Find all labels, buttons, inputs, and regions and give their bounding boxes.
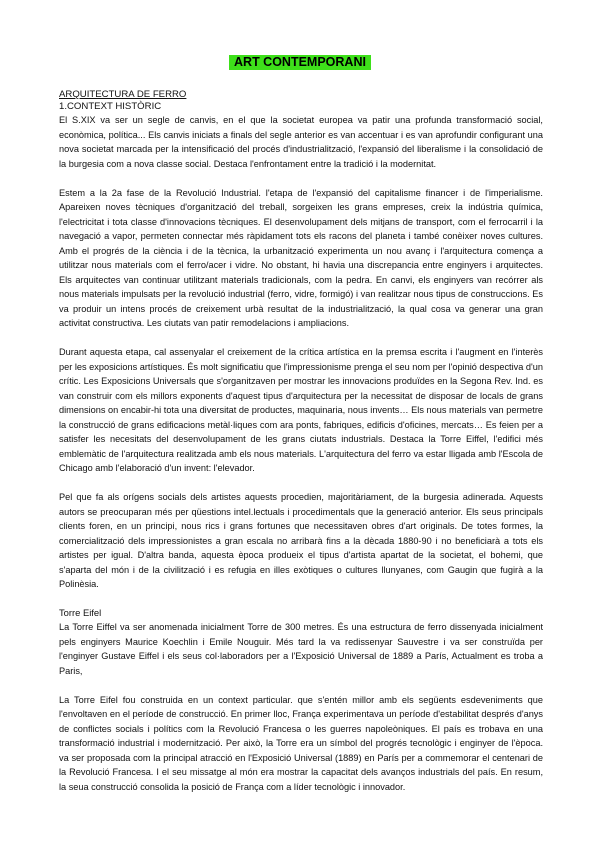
paragraph-torre-context: La Torre Eifel fou construida en un context particular. que s'entén millor amb els següents esdeveniments que l'envoltaven en el període de construcció. En primer lloc, França experimentava un període d'estabilitat després d'anys de conflictes socials i polítics com la Revolució Francesa o les guerres napoleòniques. El país es trobava en una transformació industrial i modernització. Per això, la Torre era un símbol del progrés tecnològic i enginyer de l'època. va ser proposada com la principal atracció en l'Exposició Universal (1889) en París per a commemorar el centenari de la Revolució Francesa. I el seu missatge al món era mostrar la capacitat dels avanços industrials del país. En resum, la seua construcció consolida la posició de França com a líder tecnològic i innovador. <box>59 694 543 792</box>
section-title: ARQUITECTURA DE FERRO <box>59 89 187 100</box>
paragraph-artists-origins: Pel que fa als orígens socials dels artistes aquests procedien, majoritàriament, de la burgesia adinerada. Aquests autors se preocuparan més per qüestions intel.lectuals i procedimentals que la generació anterior. Els seus principals clients foren, en un principi, nous rics i grans fortunes que necessitaven obres d'art originals. De totes formes, la comercialització dels impressionistes a gran escala no arribarà fins a la dècada 1880-90 i no beneficiarà a tots els artistes per igual. D'altra banda, aquesta època produeix el tipus d'artista apartat de la societat, el bohemi, que s'aparta del món i de la civilització i es refugia en illes exòtiques o cultures llunyanes, com Gaugin que fugirà a la Polinèsia. <box>59 492 543 589</box>
document-title: ART CONTEMPORANI <box>229 55 371 70</box>
document-body <box>59 89 543 794</box>
context-heading: 1.CONTEXT HISTÒRIC <box>59 101 162 112</box>
paragraph-art-criticism: Durant aquesta etapa, cal assenyalar el creixement de la crítica artística en la premsa escrita i l'augment en l'interès per les exposicions artístiques. És molt significatiu que l'impressionisme prenga el seu nom per l'opinió despectiva d'un crític. Les Exposicions Universals que s'organitzaven per mostrar les innovacions produïdes en la Segona Rev. Ind. es van construir com els millors exponents d'aquest tipus d'arquitectura per la necessitat de disposar de locals de grans dimensions on encabir-hi tota una diversitat de productes, maquinaria, nous invents… Els nous materials van permetre la construcció de grans edificacions metàl·liques com ara ponts, fabriques, edificis d'oficines, mercats… Es feien per a satisfer les necesitats del desenvolupament de les grans ciutats industrials. Destaca la Torre Eiffel, l'edifici més emblemàtic de l'arquitectura realitzada amb els nous materials. L'arquitectura del ferro va estar lligada amb l'Escola de Chicago amb l'elaboració d'un invent: l'elevador. <box>59 347 543 473</box>
paragraph-torre-description: La Torre Eiffel va ser anomenada inicialment Torre de 300 metres. És una estructura de ferro dissenyada inicialment pels enginyers Maurice Koechlin i Emile Nouguir. Més tard la va redissenyar Sauvestre i va ser construïda per l'enginyer Gustave Eiffel i els seus col·laboradors per a l'Exposició Universal de 1889 a París, Actualment es troba a Paris, <box>59 622 543 676</box>
torre-heading: Torre Eifel <box>59 606 102 618</box>
paragraph-industrial-revolution: Estem a la 2a fase de la Revolució Industrial. l'etapa de l'expansió del capitalisme financer i de l'imperialisme. Apareixen noves tècniques d'organització del treball, sorgeixen les grans empreses, creix la indústria química, l'electricitat i tota classe d'innovacions tècniques. El desenvolupament dels mitjans de transport, com el ferrocarril i la navegació a vapor, permeten connectar més ràpidament tots els racons del planeta i també conèixer noves cultures. Amb el progrés de la ciència i de la tècnica, la urbanització experimenta un nou avanç i l'arquitectura comença a utilitzar nous materials com el ferro/acer i vidre. No obstant, hi havia una discrepancia entre enginyers i arquitectes. Els arquitectes van continuar utilitzant materials tradicionals, com la pedra. En canvi, els enginyers van recórrer als nous materials impulsats per la revolució industrial (ferro, vidre, formigó) i van realitzar nous tipus de construccions. Es va produir un intens procés de creixement urbà resultat de la industrialització, la qual cosa va generar una gran activitat constructiva. Les ciutats van patir remodelacions i ampliacions. <box>59 187 543 328</box>
paragraph-intro: El S.XIX va ser un segle de canvis, en el que la societat europea va patir una profunda transformació social, econòmica, política... Els canvis iniciats a finals del segle anterior es van accentuar i es van aprofundir configurant una nova societat marcada per la intensificació del procés d'industrialització, l'expansió del liberalisme i la consolidació de la burgesia com a nova classe social. Destaca l'enfrontament entre la tradició i la modernitat. <box>59 115 543 169</box>
title-container <box>0 53 600 71</box>
